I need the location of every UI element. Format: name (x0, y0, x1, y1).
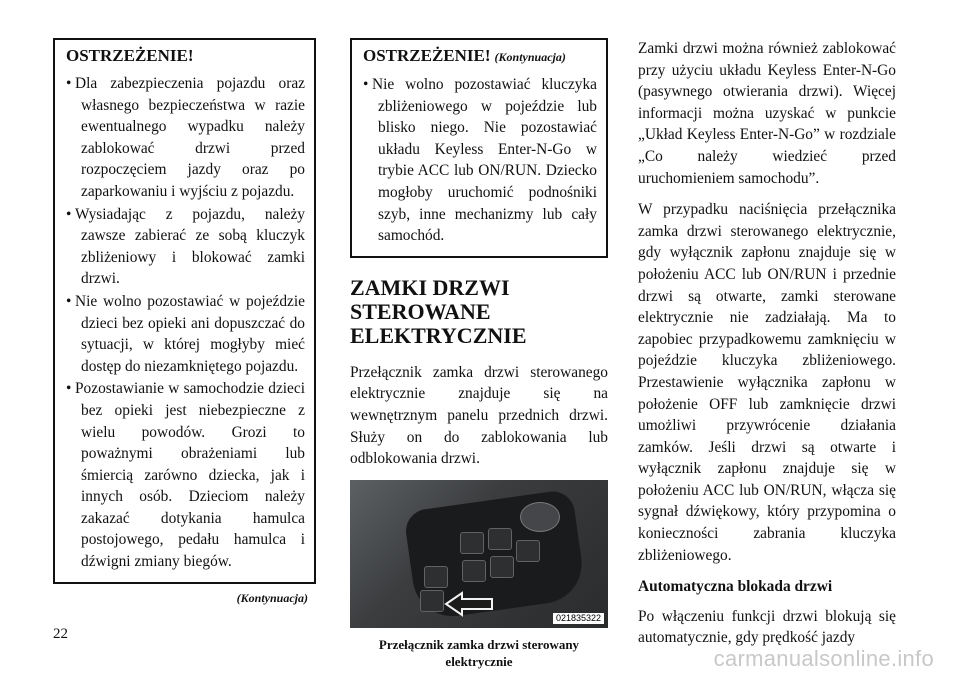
middle-column (350, 38, 608, 670)
window-switch (488, 528, 512, 550)
body-paragraph: Po włączeniu funkcji drzwi blokują się automatycznie, gdy prędkość jazdy (638, 607, 896, 647)
lock-switch (420, 590, 444, 612)
warning-item: • Nie wolno pozostawiać kluczyka zbliżeniowego w pojeździe lub blisko niego. Nie pozostawiać układu Keyless Enter-N-Go w trybie ACC lub ON/RUN. Dziecko mogłoby uruchomić podnośniki szyb, inne mechanizmy lub cały samochód. (363, 74, 597, 247)
left-column (53, 38, 316, 609)
warning-list (363, 74, 597, 247)
warning-item: • Wysiadając z pojazdu, należy zawsze zabierać ze sobą kluczyk zbliżeniowy i blokować zamki drzwi. (66, 204, 305, 290)
image-code: 021835322 (553, 613, 604, 624)
continued-note: (Kontynuacja) (236, 590, 308, 605)
page-number: 22 (53, 626, 68, 642)
window-switch (490, 556, 514, 578)
window-switch (460, 532, 484, 554)
arrow-icon (444, 590, 494, 618)
warning-continued-label: (Kontynuacja) (494, 50, 566, 64)
photo-caption: Przełącznik zamka drzwi sterowany elektrycznie (378, 636, 580, 669)
subheading: Automatyczna blokada drzwi (638, 578, 833, 596)
warning-title: OSTRZEŻENIE! (66, 46, 194, 65)
warning-item: • Dla zabezpieczenia pojazdu oraz własnego bezpieczeństwa w razie ewentualnego wypadku należy zablokować drzwi przed rozpoczęciem jazdy oraz po zaparkowaniu i wyjściu z pojazdu. (66, 73, 305, 203)
door-lock-switch-photo (350, 480, 608, 628)
warning-title-text: OSTRZEŻENIE! (363, 46, 491, 65)
lock-switch (424, 566, 448, 588)
window-switch (462, 560, 486, 582)
warning-box-continued (350, 38, 608, 258)
warning-box (53, 38, 316, 584)
body-paragraph: Zamki drzwi można również zablokować przy użyciu układu Keyless Enter-N-Go (pasywnego otwierania drzwi). Więcej informacji można uzyskać w punkcie „Układ Keyless Enter-N-Go” w rozdziale „Co należy wiedzieć przed uruchomieniem samochodu”. (638, 40, 896, 187)
warning-list (66, 73, 305, 573)
mirror-control-knob (520, 502, 560, 532)
body-paragraph: Przełącznik zamka drzwi sterowanego elektrycznie znajduje się na wewnętrznym panelu przednich drzwi. Służy on do zablokowania lub odblokowania drzwi. (350, 363, 608, 468)
body-paragraph: W przypadku naciśnięcia przełącznika zamka drzwi sterowanego elektrycznie, gdy wyłącznik zapłonu znajduje się w położeniu ACC lub ON/RUN i przednie drzwi są otwarte, zamki sterowane elektrycznie nie zadziałają. Ma to zapobiec przypadkowemu zamknięciu w pojeździe kluczyka zbliżeniowego. Przestawienie wyłącznika zapłonu w położenie OFF lub zamknięcie drzwi umożliwi przywrócenie działania zamków. Jeśli drzwi są otwarte i wyłącznik zapłonu znajduje się w położeniu ACC lub ON/RUN, włącza się sygnał dźwiękowy, który przypomina o konieczności zabrania kluczyka zbliżeniowego. (638, 201, 896, 564)
window-switch (516, 540, 540, 562)
warning-item: • Pozostawianie w samochodzie dzieci bez opieki jest niebezpieczne z wielu powodów. Grozi to poważnymi obrażeniami lub śmiercią zarówno dziecka, jak i innych osób. Dzieciom należy zakazać dotykania hamulca postojowego, pedału hamulca i dźwigni zmiany biegów. (66, 378, 305, 572)
warning-title (363, 45, 597, 68)
warning-item: • Nie wolno pozostawiać w pojeździe dzieci bez opieki ani dopuszczać do sytuacji, w której mogłyby mieć dostęp do niezamkniętego pojazdu. (66, 291, 305, 377)
watermark: carmanualsonline.info (713, 646, 934, 671)
section-heading: ZAMKI DRZWI STEROWANE ELEKTRYCZNIE (350, 274, 527, 348)
right-column (638, 38, 896, 659)
